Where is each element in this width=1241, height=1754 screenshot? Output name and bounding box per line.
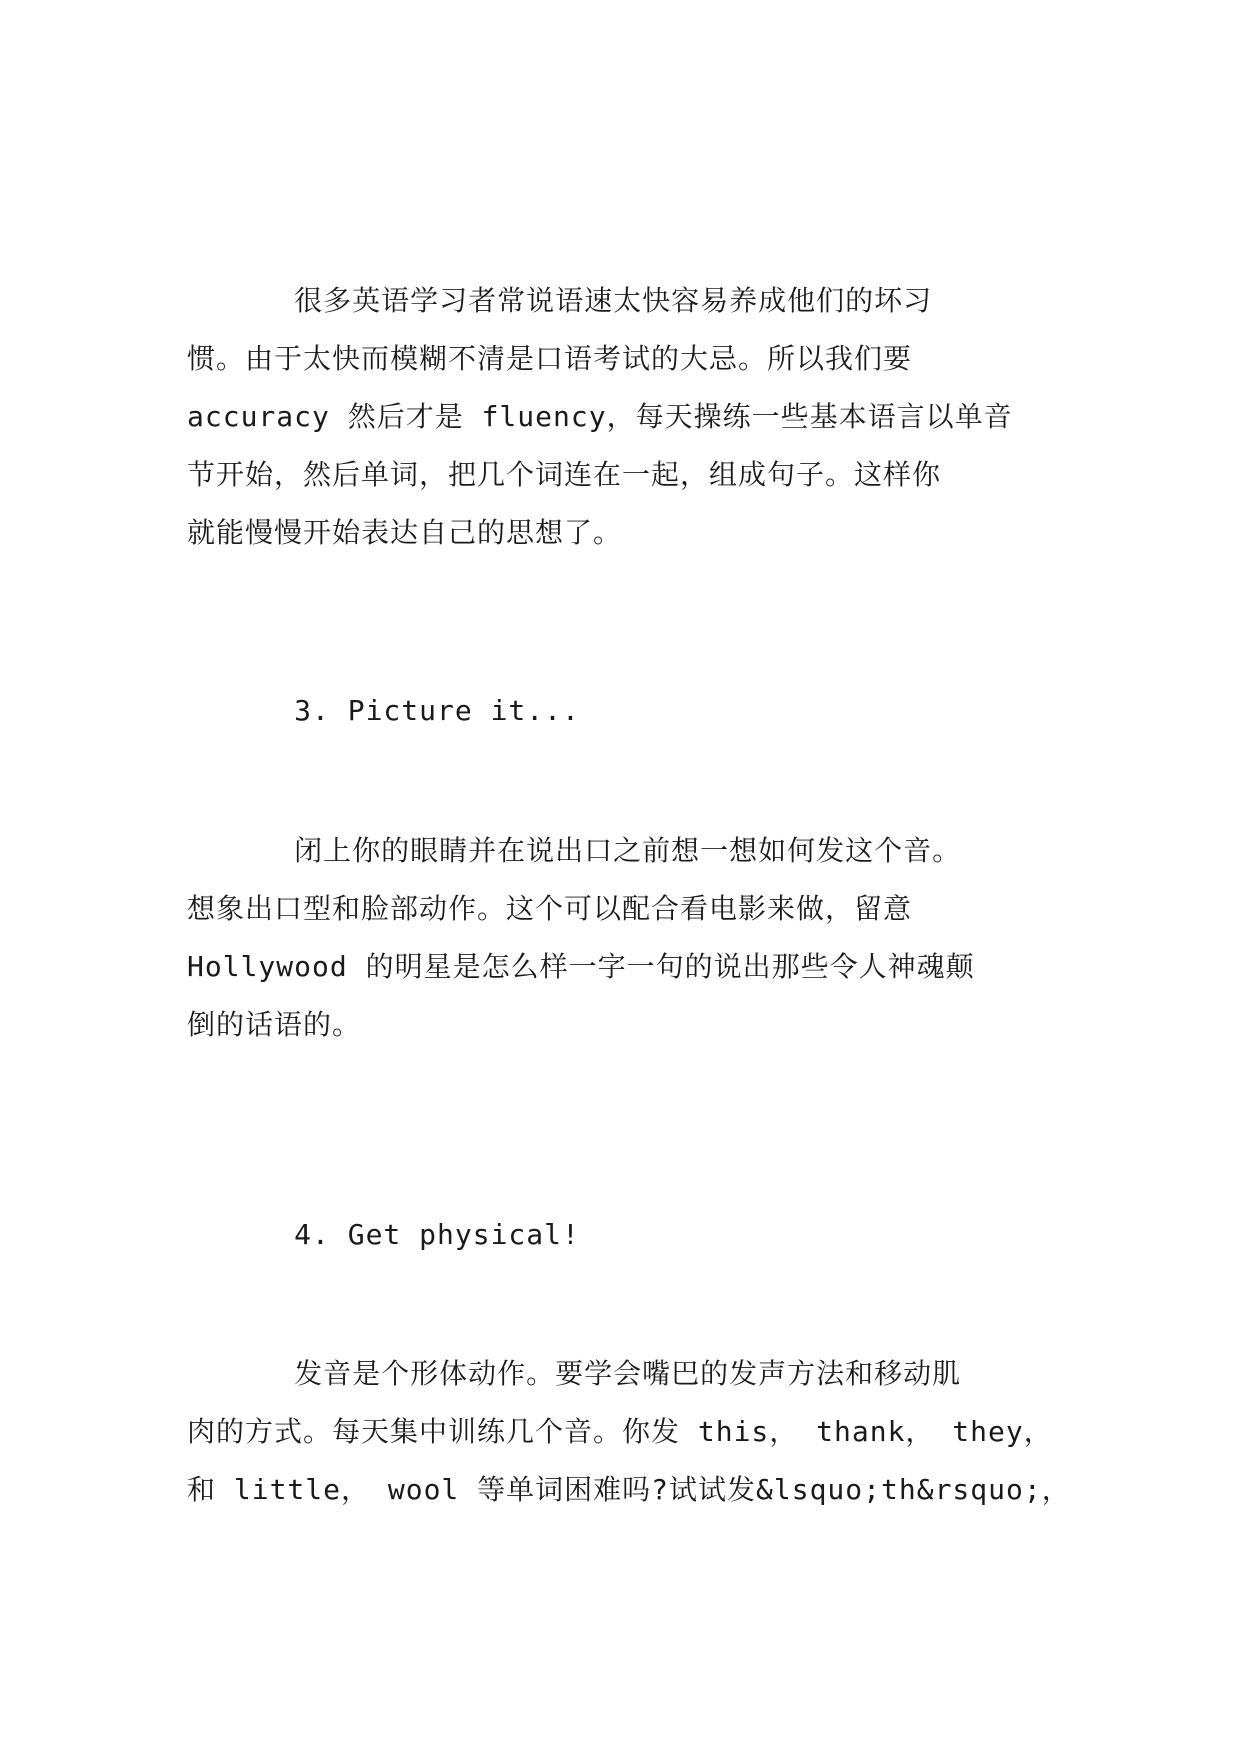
section-heading-picture-it xyxy=(187,682,1057,740)
text-line: 肉的方式。每天集中训练几个音。你发 this， thank， they， xyxy=(187,1415,1053,1448)
text-line: 想象出口型和脸部动作。这个可以配合看电影来做，留意 xyxy=(187,892,913,925)
text-line: 很多英语学习者常说语速太快容易养成他们的坏习 xyxy=(187,284,933,317)
heading-text: 4. Get physical! xyxy=(187,1218,580,1251)
heading-text: 3. Picture it... xyxy=(187,694,580,727)
text-line: 节开始，然后单词，把几个词连在一起，组成句子。这样你 xyxy=(187,458,942,491)
text-line: 和 little， wool 等单词困难吗?试试发&lsquo;th&rsquo;， xyxy=(187,1473,1071,1506)
text-line: 就能慢慢开始表达自己的思想了。 xyxy=(187,516,623,549)
text-line: Hollywood 的明星是怎么样一字一句的说出那些令人神魂颠 xyxy=(187,950,975,983)
paragraph-get-physical xyxy=(187,1345,1071,1519)
paragraph-picture-it xyxy=(187,822,1057,1054)
text-line: accuracy 然后才是 fluency，每天操练一些基本语言以单音 xyxy=(187,400,1013,433)
text-line: 发音是个形体动作。要学会嘴巴的发声方法和移动肌 xyxy=(187,1357,962,1390)
section-heading-get-physical xyxy=(187,1206,1057,1264)
text-line: 闭上你的眼睛并在说出口之前想一想如何发这个音。 xyxy=(187,834,962,867)
paragraph-accuracy-fluency xyxy=(187,272,1057,562)
text-line: 倒的话语的。 xyxy=(187,1008,362,1041)
text-line: 惯。由于太快而模糊不清是口语考试的大忌。所以我们要 xyxy=(187,342,913,375)
